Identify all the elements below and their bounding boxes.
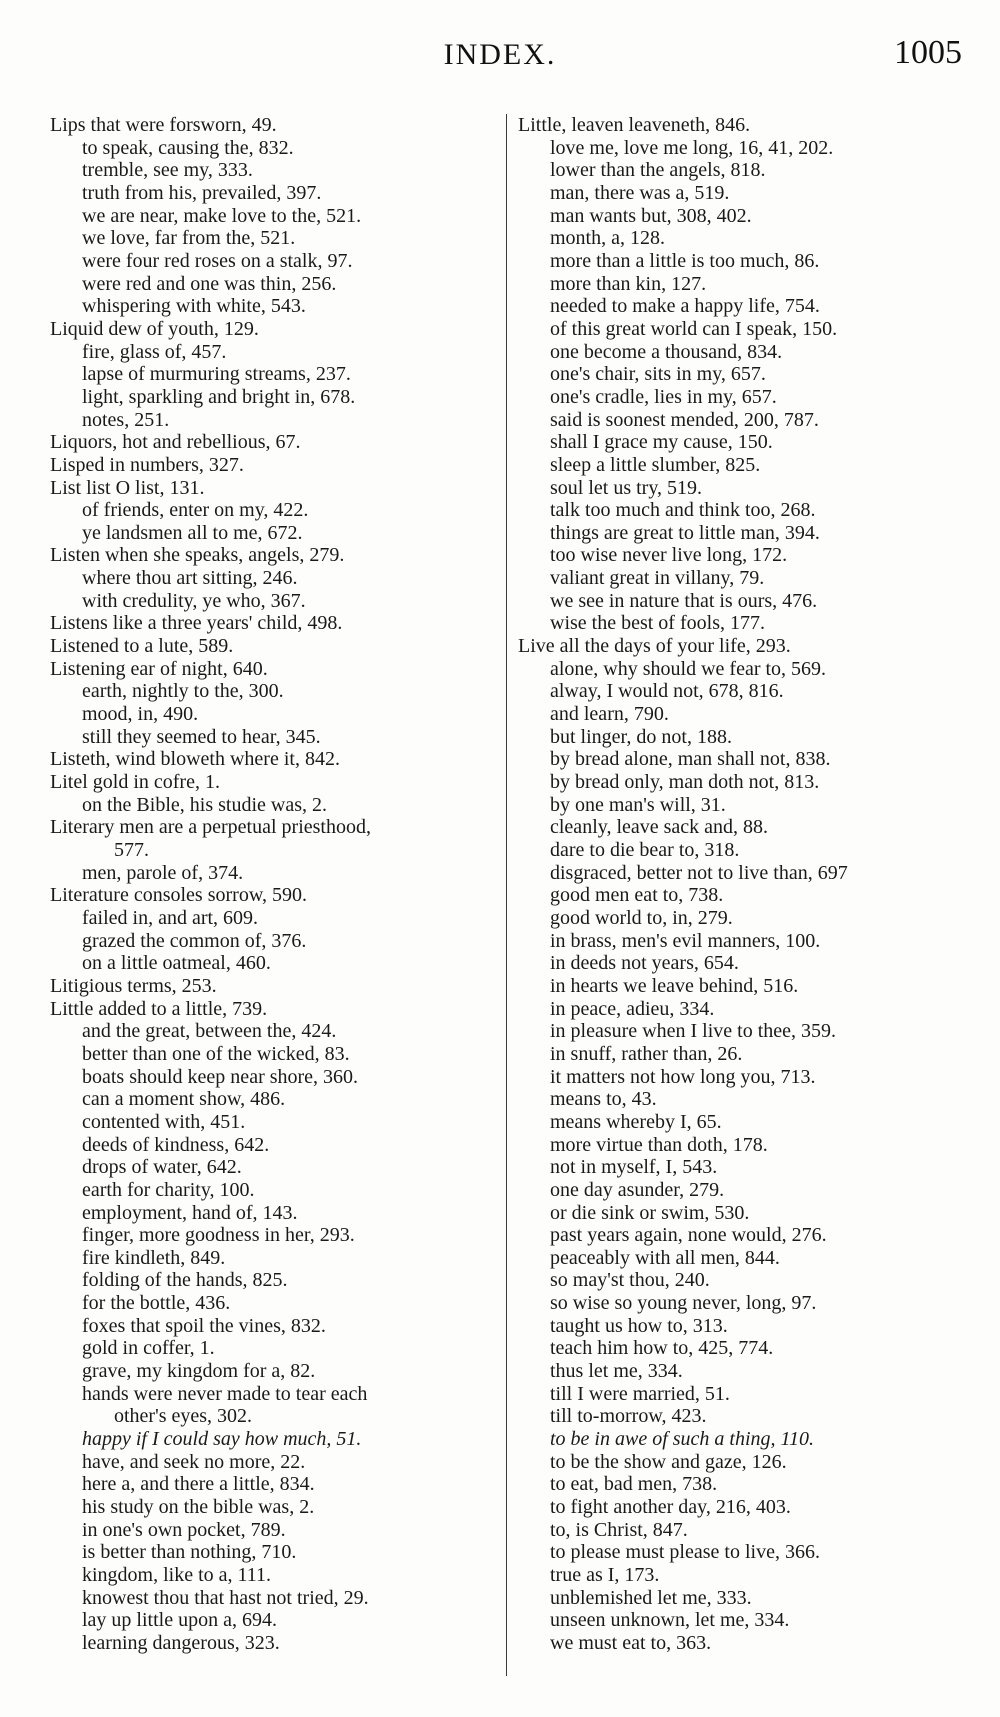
index-subentry: ye landsmen all to me, 672. xyxy=(82,521,303,544)
index-subentry: of this great world can I speak, 150. xyxy=(550,317,838,340)
index-subentry: and the great, between the, 424. xyxy=(82,1020,337,1043)
index-subentry: said is soonest mended, 200, 787. xyxy=(550,408,819,431)
index-subentry: soul let us try, 519. xyxy=(550,476,703,499)
index-subentry: on a little oatmeal, 460. xyxy=(82,952,271,975)
index-subentry: of friends, enter on my, 422. xyxy=(82,499,309,522)
index-subentry: so may'st thou, 240. xyxy=(550,1269,710,1292)
index-subentry: truth from his, prevailed, 397. xyxy=(82,181,322,204)
index-subentry: where thou art sitting, 246. xyxy=(82,567,298,590)
index-subentry: drops of water, 642. xyxy=(82,1156,242,1179)
index-entry: Listened to a lute, 589. xyxy=(50,635,234,658)
index-subentry: to speak, causing the, 832. xyxy=(82,136,294,159)
index-subentry: contented with, 451. xyxy=(82,1110,246,1133)
index-subentry: failed in, and art, 609. xyxy=(82,906,259,929)
index-subentry: it matters not how long you, 713. xyxy=(550,1065,816,1088)
index-subentry: cleanly, leave sack and, 88. xyxy=(550,816,769,839)
index-subentry: better than one of the wicked, 83. xyxy=(82,1042,350,1065)
index-subentry: whispering with white, 543. xyxy=(82,295,306,318)
index-subentry: men, parole of, 374. xyxy=(82,861,244,884)
index-subentry: lapse of murmuring streams, 237. xyxy=(82,363,351,386)
index-subentry: we must eat to, 363. xyxy=(550,1631,712,1654)
index-subentry: to eat, bad men, 738. xyxy=(550,1473,718,1496)
index-subentry: with credulity, ye who, 367. xyxy=(82,589,306,612)
index-subentry: thus let me, 334. xyxy=(550,1360,683,1383)
index-subentry: till to-morrow, 423. xyxy=(550,1405,707,1428)
index-entry: Litel gold in cofre, 1. xyxy=(50,771,220,794)
index-subentry: to be the show and gaze, 126. xyxy=(550,1450,787,1473)
index-subentry: means whereby I, 65. xyxy=(550,1110,722,1133)
index-column-left xyxy=(50,114,500,1655)
index-subentry: good world to, in, 279. xyxy=(550,906,733,929)
index-subentry: or die sink or swim, 530. xyxy=(550,1201,750,1224)
index-subentry: folding of the hands, 825. xyxy=(82,1269,288,1292)
index-subentry: alone, why should we fear to, 569. xyxy=(550,657,827,680)
index-subentry: in brass, men's evil manners, 100. xyxy=(550,929,821,952)
index-subentry: shall I grace my cause, 150. xyxy=(550,431,773,454)
index-subentry: needed to make a happy life, 754. xyxy=(550,295,820,318)
index-subentry: to please must please to live, 366. xyxy=(550,1541,820,1564)
index-subentry: light, sparkling and bright in, 678. xyxy=(82,385,356,408)
index-subentry: fire, glass of, 457. xyxy=(82,340,227,363)
index-entry: Listen when she speaks, angels, 279. xyxy=(50,544,345,567)
index-subentry: dare to die bear to, 318. xyxy=(550,839,740,861)
index-subentry: gold in coffer, 1. xyxy=(82,1337,215,1360)
index-subentry: notes, 251. xyxy=(82,408,170,431)
index-subentry: month, a, 128. xyxy=(550,227,665,250)
index-subentry: fire kindleth, 849. xyxy=(82,1246,226,1269)
index-entry: Live all the days of your life, 293. xyxy=(518,635,791,658)
index-entry: Litigious terms, 253. xyxy=(50,974,217,997)
index-subentry: his study on the bible was, 2. xyxy=(82,1496,315,1519)
index-subentry: in deeds not years, 654. xyxy=(550,952,739,975)
index-entry: Listening ear of night, 640. xyxy=(50,657,268,680)
index-subentry: man, there was a, 519. xyxy=(550,181,730,204)
index-subentry: mood, in, 490. xyxy=(82,703,199,726)
index-subentry: so wise so young never, long, 97. xyxy=(550,1292,817,1315)
index-subentry: finger, more goodness in her, 293. xyxy=(82,1224,355,1247)
index-subentry: past years again, none would, 276. xyxy=(550,1224,827,1247)
index-subentry: by bread only, man doth not, 813. xyxy=(550,771,820,794)
index-subentry: boats should keep near shore, 360. xyxy=(82,1065,359,1088)
index-subentry: taught us how to, 313. xyxy=(550,1314,728,1337)
index-entry: Lips that were forsworn, 49. xyxy=(50,114,277,136)
index-subentry: true as I, 173. xyxy=(550,1564,660,1586)
index-subentry: learning dangerous, 323. xyxy=(82,1631,280,1654)
index-entry: Liquid dew of youth, 129. xyxy=(50,317,259,340)
index-subentry: we love, far from the, 521. xyxy=(82,227,296,250)
column-divider xyxy=(506,114,507,1676)
index-subentry: means to, 43. xyxy=(550,1088,657,1111)
index-subentry: kingdom, like to a, 111. xyxy=(82,1564,272,1586)
index-subentry: still they seemed to hear, 345. xyxy=(82,725,321,748)
index-subentry: in hearts we leave behind, 516. xyxy=(550,974,799,997)
index-subentry: till I were married, 51. xyxy=(550,1382,730,1405)
index-subentry: for the bottle, 436. xyxy=(82,1292,231,1315)
index-entry: Listeth, wind bloweth where it, 842. xyxy=(50,748,340,771)
index-subentry: to, is Christ, 847. xyxy=(550,1518,688,1541)
index-subentry: happy if I could say how much, 51. xyxy=(82,1428,362,1451)
index-entry: Little added to a little, 739. xyxy=(50,997,268,1020)
index-subentry: have, and seek no more, 22. xyxy=(82,1450,306,1473)
index-subentry: things are great to little man, 394. xyxy=(550,521,820,544)
index-subentry: one's cradle, lies in my, 657. xyxy=(550,385,777,408)
index-subentry: earth, nightly to the, 300. xyxy=(82,680,284,703)
index-subentry: unblemished let me, 333. xyxy=(550,1586,752,1609)
index-entry: Listens like a three years' child, 498. xyxy=(50,612,343,635)
index-subentry: alway, I would not, 678, 816. xyxy=(550,680,784,703)
index-subentry: one day asunder, 279. xyxy=(550,1178,725,1201)
index-subentry: disgraced, better not to live than, 697 xyxy=(550,861,848,884)
index-subentry: lower than the angels, 818. xyxy=(550,159,766,182)
index-subentry: unseen unknown, let me, 334. xyxy=(550,1609,790,1632)
index-subentry: too wise never live long, 172. xyxy=(550,544,788,567)
index-entry: Literary men are a perpetual priesthood, xyxy=(50,816,371,839)
index-subentry: by one man's will, 31. xyxy=(550,793,726,816)
index-subentry: one become a thousand, 834. xyxy=(550,340,783,363)
index-subentry: employment, hand of, 143. xyxy=(82,1201,298,1224)
index-entry: List list O list, 131. xyxy=(50,476,205,499)
index-subentry: we see in nature that is ours, 476. xyxy=(550,589,818,612)
index-entry-continuation: other's eyes, 302. xyxy=(114,1405,253,1428)
index-entry: Little, leaven leaveneth, 846. xyxy=(518,114,751,136)
index-subentry: sleep a little slumber, 825. xyxy=(550,453,761,476)
index-subentry: in snuff, rather than, 26. xyxy=(550,1042,743,1065)
index-subentry: good men eat to, 738. xyxy=(550,884,724,907)
index-column-right xyxy=(518,114,983,1655)
index-subentry: foxes that spoil the vines, 832. xyxy=(82,1314,326,1337)
index-subentry: grave, my kingdom for a, 82. xyxy=(82,1360,316,1383)
index-subentry: in peace, adieu, 334. xyxy=(550,997,715,1020)
index-entry-continuation: 577. xyxy=(114,839,149,861)
index-subentry: by bread alone, man shall not, 838. xyxy=(550,748,831,771)
index-subentry: knowest thou that hast not tried, 29. xyxy=(82,1586,369,1609)
index-subentry: is better than nothing, 710. xyxy=(82,1541,297,1564)
index-subentry: valiant great in villany, 79. xyxy=(550,567,765,590)
index-subentry: earth for charity, 100. xyxy=(82,1178,255,1201)
index-subentry: in one's own pocket, 789. xyxy=(82,1518,286,1541)
index-entry: Lisped in numbers, 327. xyxy=(50,453,244,476)
index-subentry: more than a little is too much, 86. xyxy=(550,249,820,272)
index-subentry: tremble, see my, 333. xyxy=(82,159,253,182)
page-header-title: INDEX. xyxy=(443,38,557,71)
index-subentry: talk too much and think too, 268. xyxy=(550,499,816,522)
index-subentry: not in myself, I, 543. xyxy=(550,1156,718,1179)
index-subentry: teach him how to, 425, 774. xyxy=(550,1337,774,1360)
index-subentry: here a, and there a little, 834. xyxy=(82,1473,315,1496)
index-subentry: man wants but, 308, 402. xyxy=(550,204,752,227)
index-subentry: were red and one was thin, 256. xyxy=(82,272,337,295)
index-subentry: more than kin, 127. xyxy=(550,272,707,295)
index-subentry: one's chair, sits in my, 657. xyxy=(550,363,766,386)
index-entry: Liquors, hot and rebellious, 67. xyxy=(50,431,301,454)
index-subentry: on the Bible, his studie was, 2. xyxy=(82,793,327,816)
index-subentry: to be in awe of such a thing, 110. xyxy=(550,1428,815,1451)
index-subentry: and learn, 790. xyxy=(550,703,669,726)
index-subentry: peaceably with all men, 844. xyxy=(550,1246,780,1269)
index-subentry: but linger, do not, 188. xyxy=(550,725,732,748)
index-subentry: lay up little upon a, 694. xyxy=(82,1609,277,1632)
index-entry: Literature consoles sorrow, 590. xyxy=(50,884,307,907)
index-subentry: wise the best of fools, 177. xyxy=(550,612,765,635)
index-subentry: were four red roses on a stalk, 97. xyxy=(82,249,353,272)
index-subentry: hands were never made to tear each xyxy=(82,1382,368,1405)
index-subentry: we are near, make love to the, 521. xyxy=(82,204,362,227)
index-subentry: can a moment show, 486. xyxy=(82,1088,286,1111)
index-subentry: grazed the common of, 376. xyxy=(82,929,307,952)
index-subentry: to fight another day, 216, 403. xyxy=(550,1496,791,1519)
index-subentry: deeds of kindness, 642. xyxy=(82,1133,270,1156)
index-subentry: in pleasure when I live to thee, 359. xyxy=(550,1020,837,1043)
index-subentry: more virtue than doth, 178. xyxy=(550,1133,768,1156)
page-number: 1005 xyxy=(894,34,962,71)
index-subentry: love me, love me long, 16, 41, 202. xyxy=(550,136,834,159)
